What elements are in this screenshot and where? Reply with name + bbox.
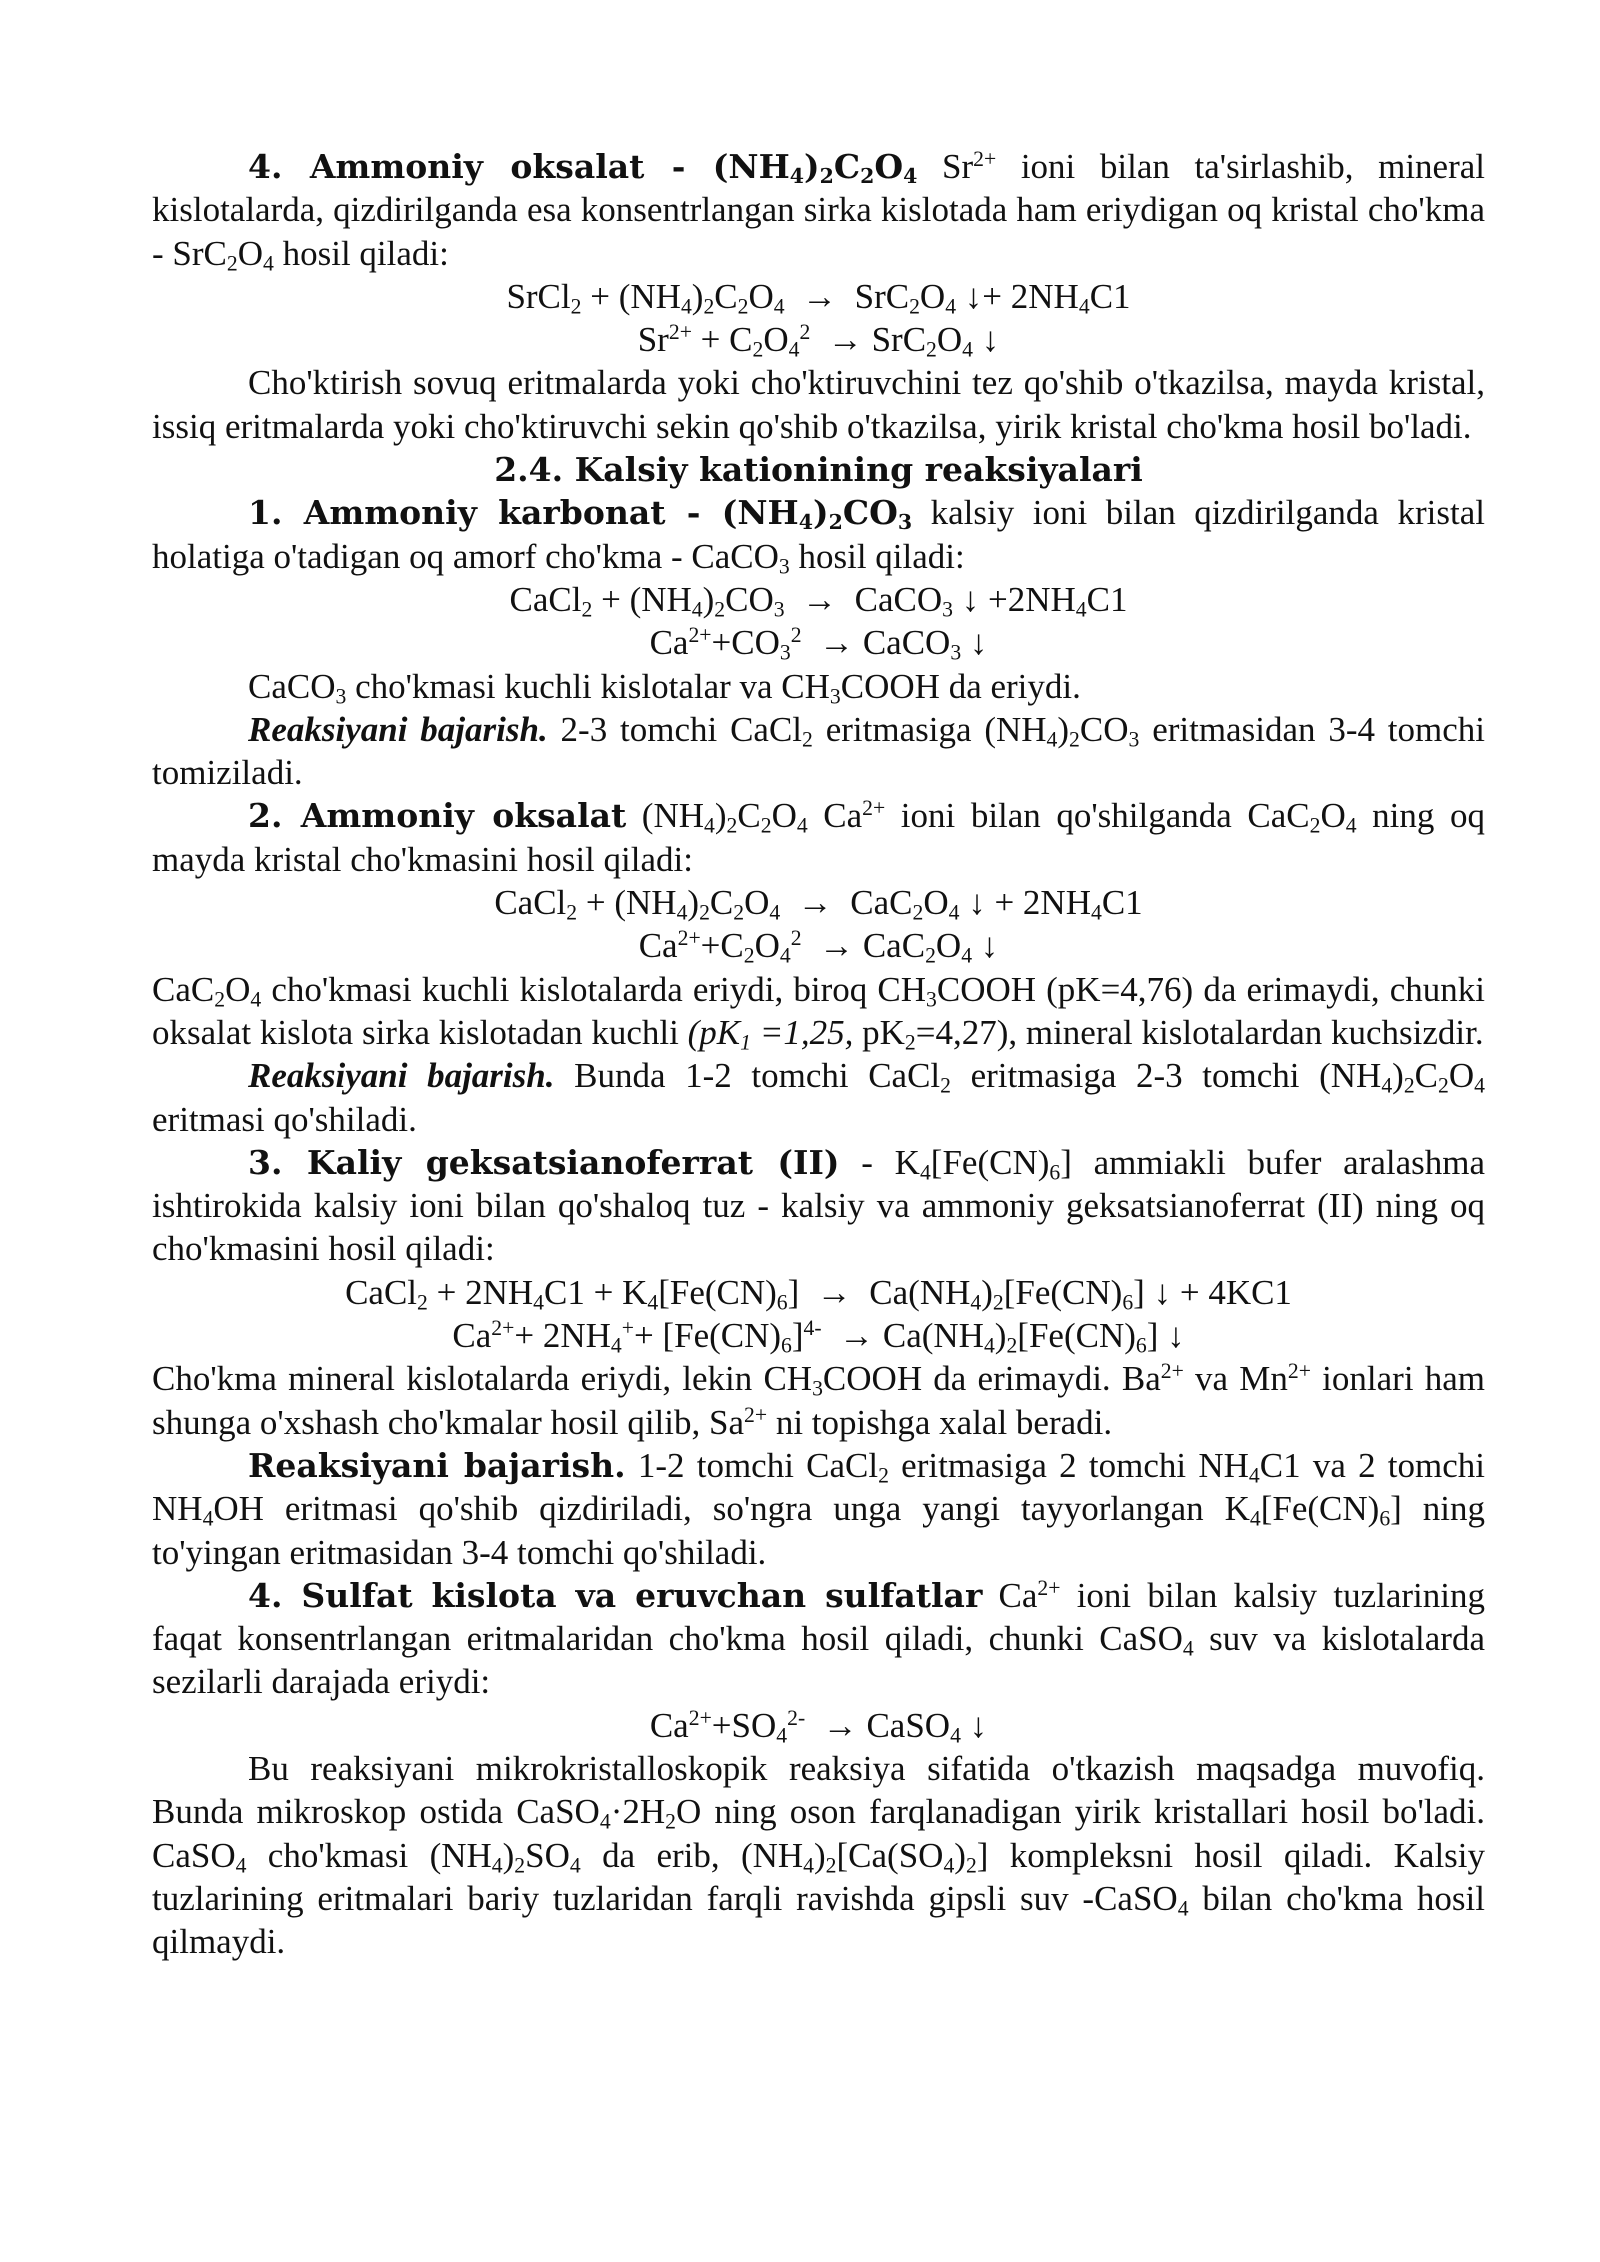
equation-sr-ionic: $Sr^{2+} + C_2O_4^2 \to SrC_2O_4$ ↓ xyxy=(637,320,1000,362)
paragraph-sulfuric-acid: 4. Sulfat kislota va eruvchan sulfatlar $Ca^{2+}$ ioni bilan kalsiy tuzlarining faqat konsentrlangan eritmalaridan cho'kma hosil qiladi, chunki CaSO$_4$ suv va kislotalarda sezilarli darajada eriydi: xyxy=(152,1575,1485,1702)
paragraph-precipitate-interference: Cho'kma mineral kislotalarda eriydi, lekin $CH_3COOH$ da erimaydi. $Ba^{2+}$ va $Mn^{2+}$ ionlari ham shunga o'xshash cho'kmalar hosil qilib, $Sa^{2+}$ ni topishga xalal beradi. xyxy=(152,1359,1486,1442)
paragraph-precipitation-conditions: Cho'ktirish sovuq eritmalarda yoki cho'ktiruvchini tez qo'shib o'tkazilsa, mayda kristal, issiq eritmalarda yoki cho'ktiruvchi sekin qo'shib o'tkazilsa, yirik kristal cho'kma hosil bo'ladi. xyxy=(152,363,1485,446)
paragraph-ammonium-oxalate: 2. Ammoniy oksalat $(NH_4)_2C_2O_4$ $Ca^{2+}$ ioni bilan qo'shilganda $CaC_2O_4$ ning oq mayda kristal cho'kmasini hosil qiladi: xyxy=(152,796,1485,879)
paragraph-potassium-hexacyanoferrate: 3. Kaliy geksatsianoferrat $(II) - K_4[Fe(CN)_6]$ ammiakli bufer aralashma ishtirokida kalsiy ioni bilan qo'shaloq tuz - kalsiy va ammoniy geksatsianoferrat (II) ning oq cho'kmasini hosil qiladi: xyxy=(152,1142,1486,1269)
equation-caso4-ionic: $Ca^{2+}+SO_4^{2-}$ → CaSO$_4$ ↓ xyxy=(649,1705,988,1748)
equation-ca-oxalate-ionic: $Ca^{2+}+C_2O_4^2 \to CaC_2O_4$ ↓ xyxy=(638,926,999,968)
paragraph-caco3-solubility: CaCO$_3$ cho'kmasi kuchli kislotalar va $CH_3COOH$ da eriydi. xyxy=(248,666,1081,708)
equation-ca-carbonate-ionic: $Ca^{2+}+CO_3^2$ → CaCO$_3$ ↓ xyxy=(649,623,988,665)
paragraph-procedure-hexacyanoferrate: Reaksiyani bajarish. 1-2 tomchi CaCl$_2$ eritmasiga 2 tomchi $NH_4C1$ va 2 tomchi $NH_4OH$ eritmasi qo'shib qizdiriladi, so'ngra unga yangi tayyorlangan $K_4[Fe(CN)_6]$ ning to'yingan eritmasidan 3-4 tomchi qo'shiladi. xyxy=(152,1445,1486,1572)
document-page xyxy=(152,145,1485,1963)
paragraph-procedure-oxalate: Reaksiyani bajarish. Bunda 1-2 tomchi CaCl$_2$ eritmasiga 2-3 tomchi $(NH_4)_2C_2O_4$ eritmasi qo'shiladi. xyxy=(152,1056,1485,1139)
paragraph-microcrystalloscopic: Bu reaksiyani mikrokristalloskopik reaksiya sifatida o'tkazish maqsadga muvofiq. Bunda mikroskop ostida $CaSO_4\cdot 2H_2O$ ning oson farqlanadigan yirik kristallari hosil bo'ladi. CaSO$_4$ cho'kmasi $(NH_4)_2SO_4$ da erib, $(NH_4)_2[Ca(SO_4)_2]$ kompleksni hosil qiladi. Kalsiy tuzlarining eritmalari bariy tuzlaridan farqli ravishda gipsli suv -CaSO$_4$ bilan cho'kma hosil qilmaydi. xyxy=(152,1748,1486,1962)
paragraph-cac2o4-solubility: $CaC_2O_4$ cho'kmasi kuchli kislotalarda eriydi, biroq $CH_3COOH$ (pK=4,76) da erimaydi, chunki oksalat kislota sirka kislotadan kuchli ($pK_1 =1,25$, $pK_2=4,27$), mineral kislotalardan kuchsizdir. xyxy=(152,969,1485,1055)
paragraph-ammonium-carbonate: 1. Ammoniy karbonat - $(NH_4)_2CO_3$ kalsiy ioni bilan qizdirilganda kristal holatiga o'tadigan oq amorf cho'kma - CaCO$_3$ hosil qiladi: xyxy=(152,493,1485,579)
paragraph-strontium-oxalate: 4. Ammoniy oksalat - $(NH_4)_2C_2O_4$ $Sr^{2+}$ ioni bilan ta'sirlashib, mineral kislotalarda, qizdirilganda esa konsentrlangan sirka kislotada ham eriydigan oq kristal $cho'kma - SrC_2O_4$ hosil qiladi: xyxy=(152,147,1485,276)
paragraph-procedure-carbonate: Reaksiyani bajarish. 2-3 tomchi CaCl$_2$ eritmasiga $(NH_4)_2CO_3$ eritmasidan 3-4 tomchi tomiziladi. xyxy=(152,709,1486,793)
equation-hexacyanoferrate-ionic: $Ca^{2+}+ 2NH_4^++ [Fe(CN)_6]^{4-} \to Ca(NH_4)_2[Fe(CN)_6]$ ↓ xyxy=(452,1316,1185,1358)
equation-cacl2-carbonate-molecular: CaCl$_2$ + $(NH_4)_2CO_3$ → CaCO$_3$ ↓ $+2NH_4C1$ xyxy=(509,579,1128,622)
equation-hexacyanoferrate-molecular: CaCl$_2$ + $2NH_4C1 + K_4[Fe(CN)_6] \to Ca(NH_4)_2[Fe(CN)_6]$ ↓ + 4KC1 xyxy=(345,1272,1292,1315)
equation-cacl2-oxalate-molecular: CaCl$_2$ + $(NH_4)_2C_2O_4 \to CaC_2O_4$ ↓ + $2NH_4C1$ xyxy=(494,883,1143,925)
section-heading: 2.4. Kalsiy kationining reaksiyalari xyxy=(494,450,1143,490)
equation-srcl2-molecular: SrCl$_2$ + $(NH_4)_2C_2O_4 \to SrC_2O_4$ ↓+ $2NH_4C1$ xyxy=(506,276,1131,319)
